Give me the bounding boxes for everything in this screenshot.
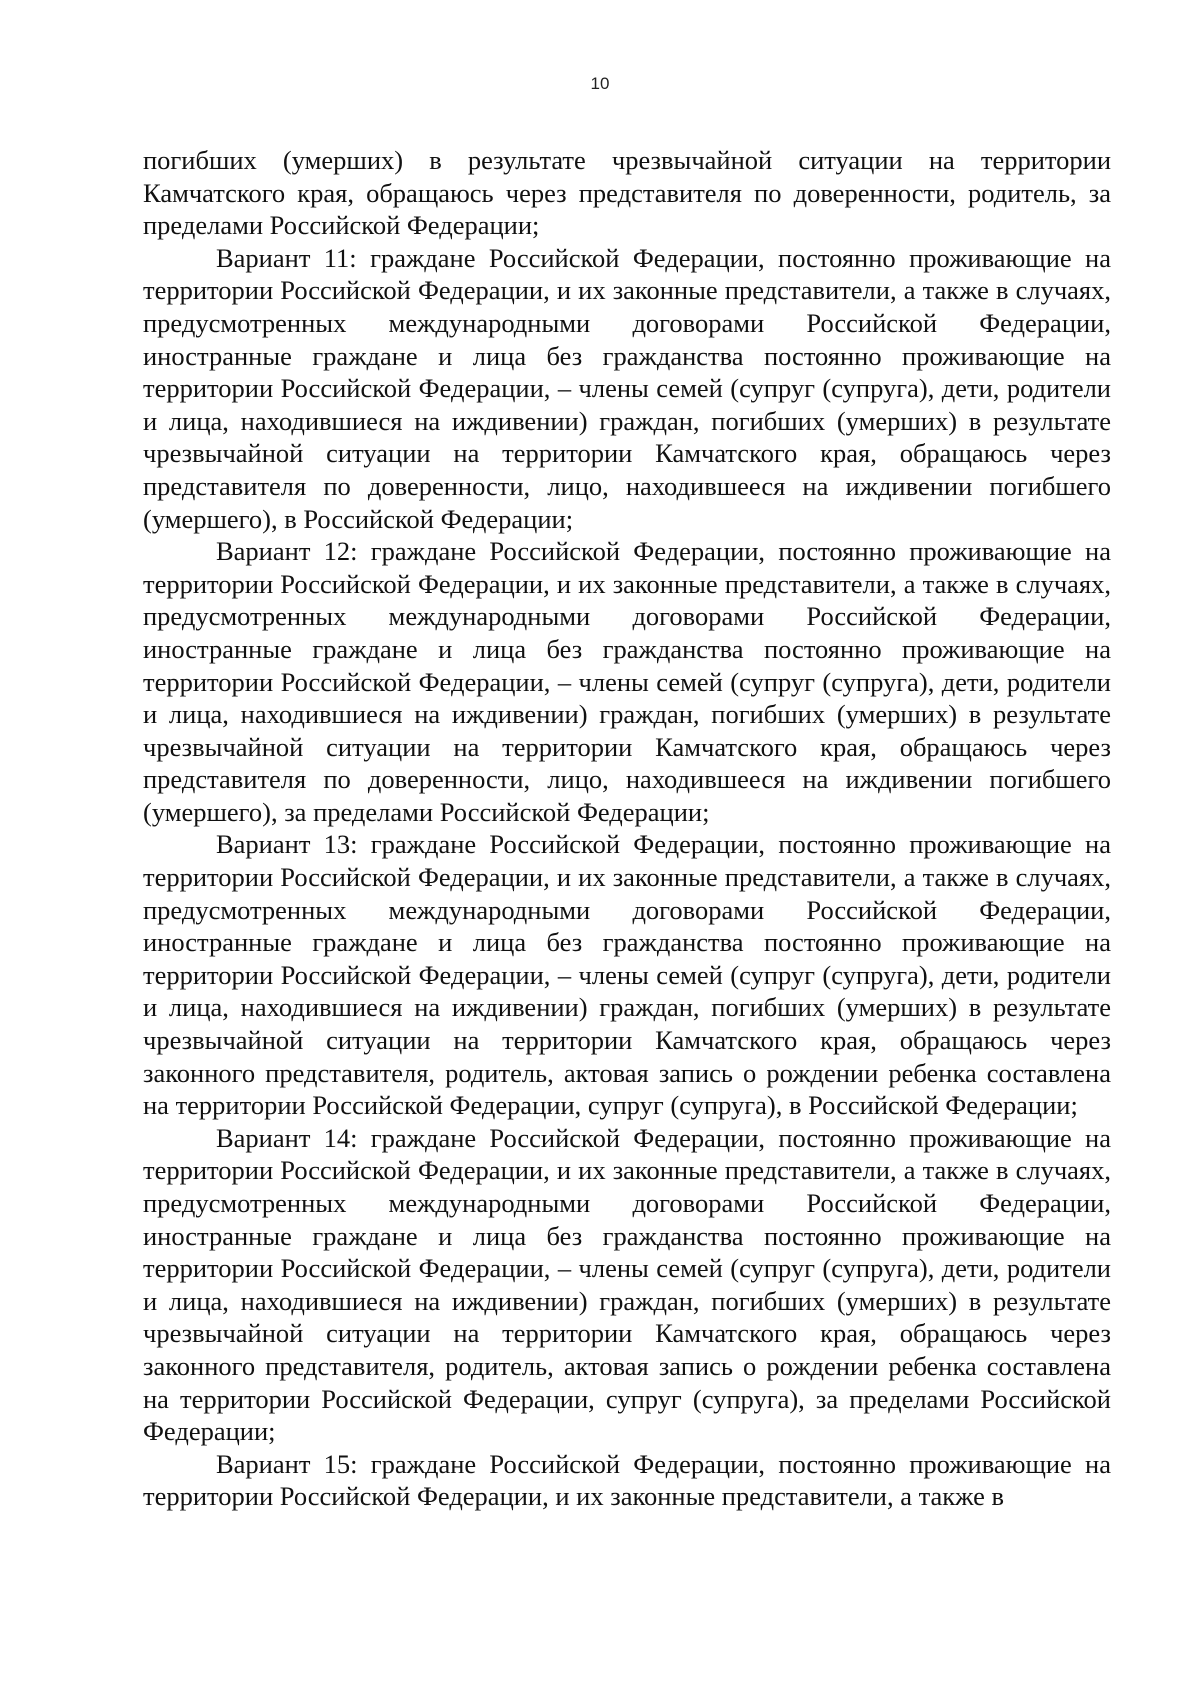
- paragraph-variant-13: Вариант 13: граждане Российской Федерации, постоянно проживающие на территории Российской Федерации, и их законные представители, а также в случаях, предусмотренных международными договорами Российской Федерации, иностранные граждане и лица без гражданства постоянно проживающие на территории Российской Федерации, – члены семей (супруг (супруга), дети, родители и лица, находившиеся на иждивении) граждан, погибших (умерших) в результате чрезвычайной ситуации на территории Камчатского края, обращаюсь через законного представителя, родитель, актовая запись о рождении ребенка составлена на территории Российской Федерации, супруг (супруга), в Российской Федерации;: [143, 829, 1111, 1121]
- paragraph-variant-14: Вариант 14: граждане Российской Федерации, постоянно проживающие на территории Российской Федерации, и их законные представители, а также в случаях, предусмотренных международными договорами Российской Федерации, иностранные граждане и лица без гражданства постоянно проживающие на территории Российской Федерации, – члены семей (супруг (супруга), дети, родители и лица, находившиеся на иждивении) граждан, погибших (умерших) в результате чрезвычайной ситуации на территории Камчатского края, обращаюсь через законного представителя, родитель, актовая запись о рождении ребенка составлена на территории Российской Федерации, супруг (супруга), за пределами Российской Федерации;: [143, 1122, 1111, 1447]
- page-number: 10: [590, 74, 610, 93]
- paragraph-variant-15: Вариант 15: граждане Российской Федерации, постоянно проживающие на территории Российской Федерации, и их законные представители, а также в: [143, 1448, 1111, 1512]
- paragraph-continuation: погибших (умерших) в результате чрезвычайной ситуации на территории Камчатского края, обращаюсь через представителя по доверенности, родитель, за пределами Российской Федерации;: [143, 145, 1111, 241]
- paragraph-variant-12: Вариант 12: граждане Российской Федерации, постоянно проживающие на территории Российской Федерации, и их законные представители, а также в случаях, предусмотренных международными договорами Российской Федерации, иностранные граждане и лица без гражданства постоянно проживающие на территории Российской Федерации, – члены семей (супруг (супруга), дети, родители и лица, находившиеся на иждивении) граждан, погибших (умерших) в результате чрезвычайной ситуации на территории Камчатского края, обращаюсь через представителя по доверенности, лицо, находившееся на иждивении погибшего (умершего), за пределами Российской Федерации;: [143, 536, 1111, 827]
- document-body: [143, 144, 1111, 1513]
- paragraph-variant-11: Вариант 11: граждане Российской Федерации, постоянно проживающие на территории Российской Федерации, и их законные представители, а также в случаях, предусмотренных международными договорами Российской Федерации, иностранные граждане и лица без гражданства постоянно проживающие на территории Российской Федерации, – члены семей (супруг (супруга), дети, родители и лица, находившиеся на иждивении) граждан, погибших (умерших) в результате чрезвычайной ситуации на территории Камчатского края, обращаюсь через представителя по доверенности, лицо, находившееся на иждивении погибшего (умершего), в Российской Федерации;: [143, 242, 1111, 534]
